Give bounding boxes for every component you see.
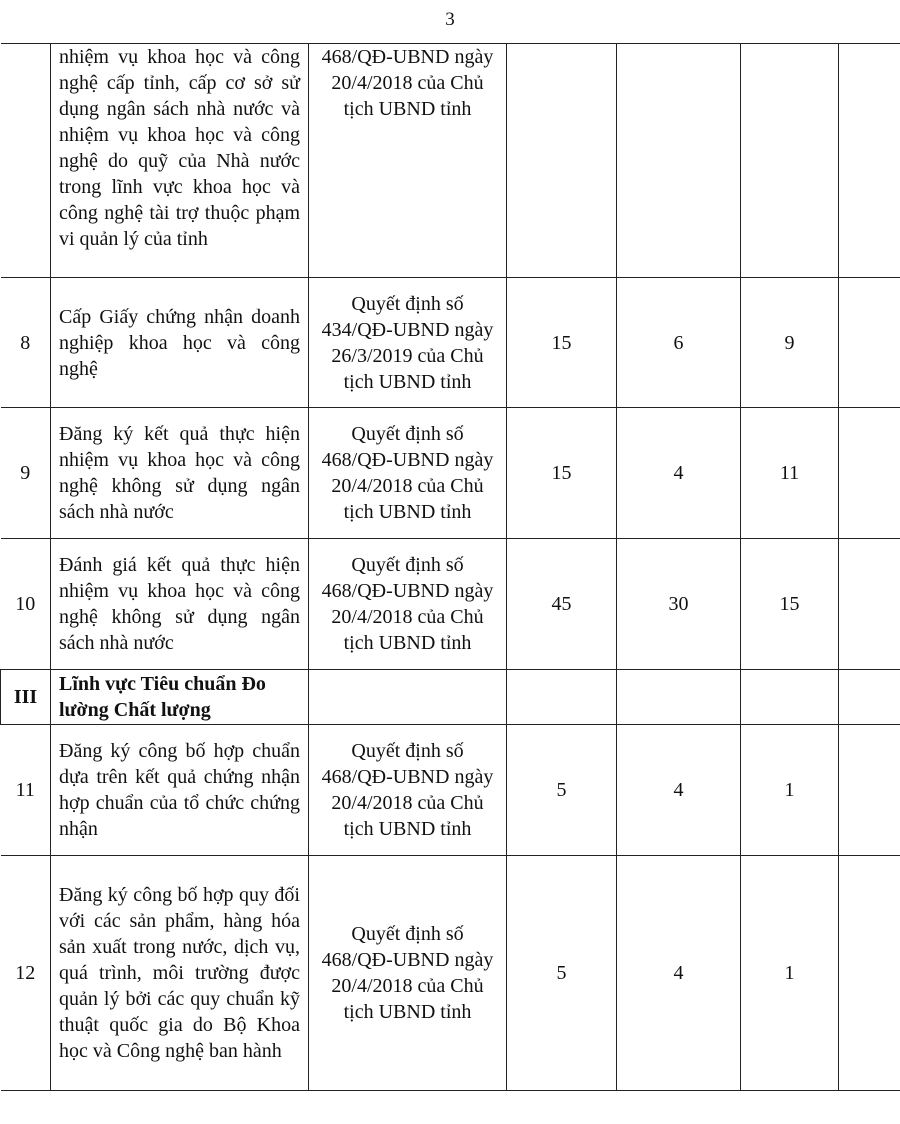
row-number [1, 44, 51, 278]
days-part-a [617, 44, 741, 278]
notes-cell [839, 856, 900, 1091]
decision-reference: Quyết định số 468/QĐ-UBND ngày 20/4/2018 của Chủ tịch UBND tỉnh [309, 856, 507, 1091]
procedure-name: Đăng ký kết quả thực hiện nhiệm vụ khoa học và công nghệ không sử dụng ngân sách nhà nước [51, 408, 309, 539]
table-row [1, 408, 900, 539]
procedure-name: Đánh giá kết quả thực hiện nhiệm vụ khoa học và công nghệ không sử dụng ngân sách nhà nước [51, 539, 309, 670]
procedure-name: Cấp Giấy chứng nhận doanh nghiệp khoa học và công nghệ [51, 278, 309, 408]
decision-reference: 468/QĐ-UBND ngày 20/4/2018 của Chủ tịch UBND tỉnh [309, 44, 507, 278]
decision-reference: Quyết định số 434/QĐ-UBND ngày 26/3/2019 của Chủ tịch UBND tỉnh [309, 278, 507, 408]
days-part-b: 1 [741, 725, 839, 856]
table-row [1, 278, 900, 408]
days-part-b: 15 [741, 539, 839, 670]
notes-cell [839, 725, 900, 856]
page-number: 3 [445, 9, 455, 30]
procedure-name: nhiệm vụ khoa học và công nghệ cấp tỉnh, cấp cơ sở sử dụng ngân sách nhà nước và nhiệm vụ khoa học và công nghệ do quỹ của Nhà nước trong lĩnh vực khoa học và công nghệ tài trợ thuộc phạm vi quản lý của tỉnh [51, 44, 309, 278]
total-days: 15 [507, 278, 617, 408]
days-part-a: 4 [617, 408, 741, 539]
empty-cell [741, 670, 839, 725]
notes-cell [839, 44, 900, 278]
days-part-a: 30 [617, 539, 741, 670]
total-days: 15 [507, 408, 617, 539]
row-number: 8 [1, 278, 51, 408]
decision-reference: Quyết định số 468/QĐ-UBND ngày 20/4/2018 của Chủ tịch UBND tỉnh [309, 408, 507, 539]
row-number: 9 [1, 408, 51, 539]
days-part-b: 11 [741, 408, 839, 539]
total-days [507, 44, 617, 278]
table-row [1, 725, 900, 856]
procedures-table [0, 43, 900, 1091]
section-row [1, 670, 900, 725]
total-days: 45 [507, 539, 617, 670]
empty-cell [309, 670, 507, 725]
row-number: 12 [1, 856, 51, 1091]
section-title: Lĩnh vực Tiêu chuẩn Đo lường Chất lượng [51, 670, 309, 725]
table-row [1, 856, 900, 1091]
procedure-name: Đăng ký công bố hợp chuẩn dựa trên kết quả chứng nhận hợp chuẩn của tổ chức chứng nhận [51, 725, 309, 856]
row-number: 10 [1, 539, 51, 670]
table-row [1, 539, 900, 670]
days-part-b: 1 [741, 856, 839, 1091]
days-part-a: 6 [617, 278, 741, 408]
notes-cell [839, 278, 900, 408]
days-part-b [741, 44, 839, 278]
empty-cell [507, 670, 617, 725]
decision-reference: Quyết định số 468/QĐ-UBND ngày 20/4/2018 của Chủ tịch UBND tỉnh [309, 725, 507, 856]
table-row [1, 44, 900, 278]
total-days: 5 [507, 725, 617, 856]
empty-cell [839, 670, 900, 725]
notes-cell [839, 408, 900, 539]
notes-cell [839, 539, 900, 670]
section-number: III [1, 670, 51, 725]
procedure-name: Đăng ký công bố hợp quy đối với các sản phẩm, hàng hóa sản xuất trong nước, dịch vụ, quá trình, môi trường được quản lý bởi các quy chuẩn kỹ thuật quốc gia do Bộ Khoa học và Công nghệ ban hành [51, 856, 309, 1091]
row-number: 11 [1, 725, 51, 856]
days-part-b: 9 [741, 278, 839, 408]
decision-reference: Quyết định số 468/QĐ-UBND ngày 20/4/2018 của Chủ tịch UBND tỉnh [309, 539, 507, 670]
empty-cell [617, 670, 741, 725]
days-part-a: 4 [617, 856, 741, 1091]
total-days: 5 [507, 856, 617, 1091]
days-part-a: 4 [617, 725, 741, 856]
